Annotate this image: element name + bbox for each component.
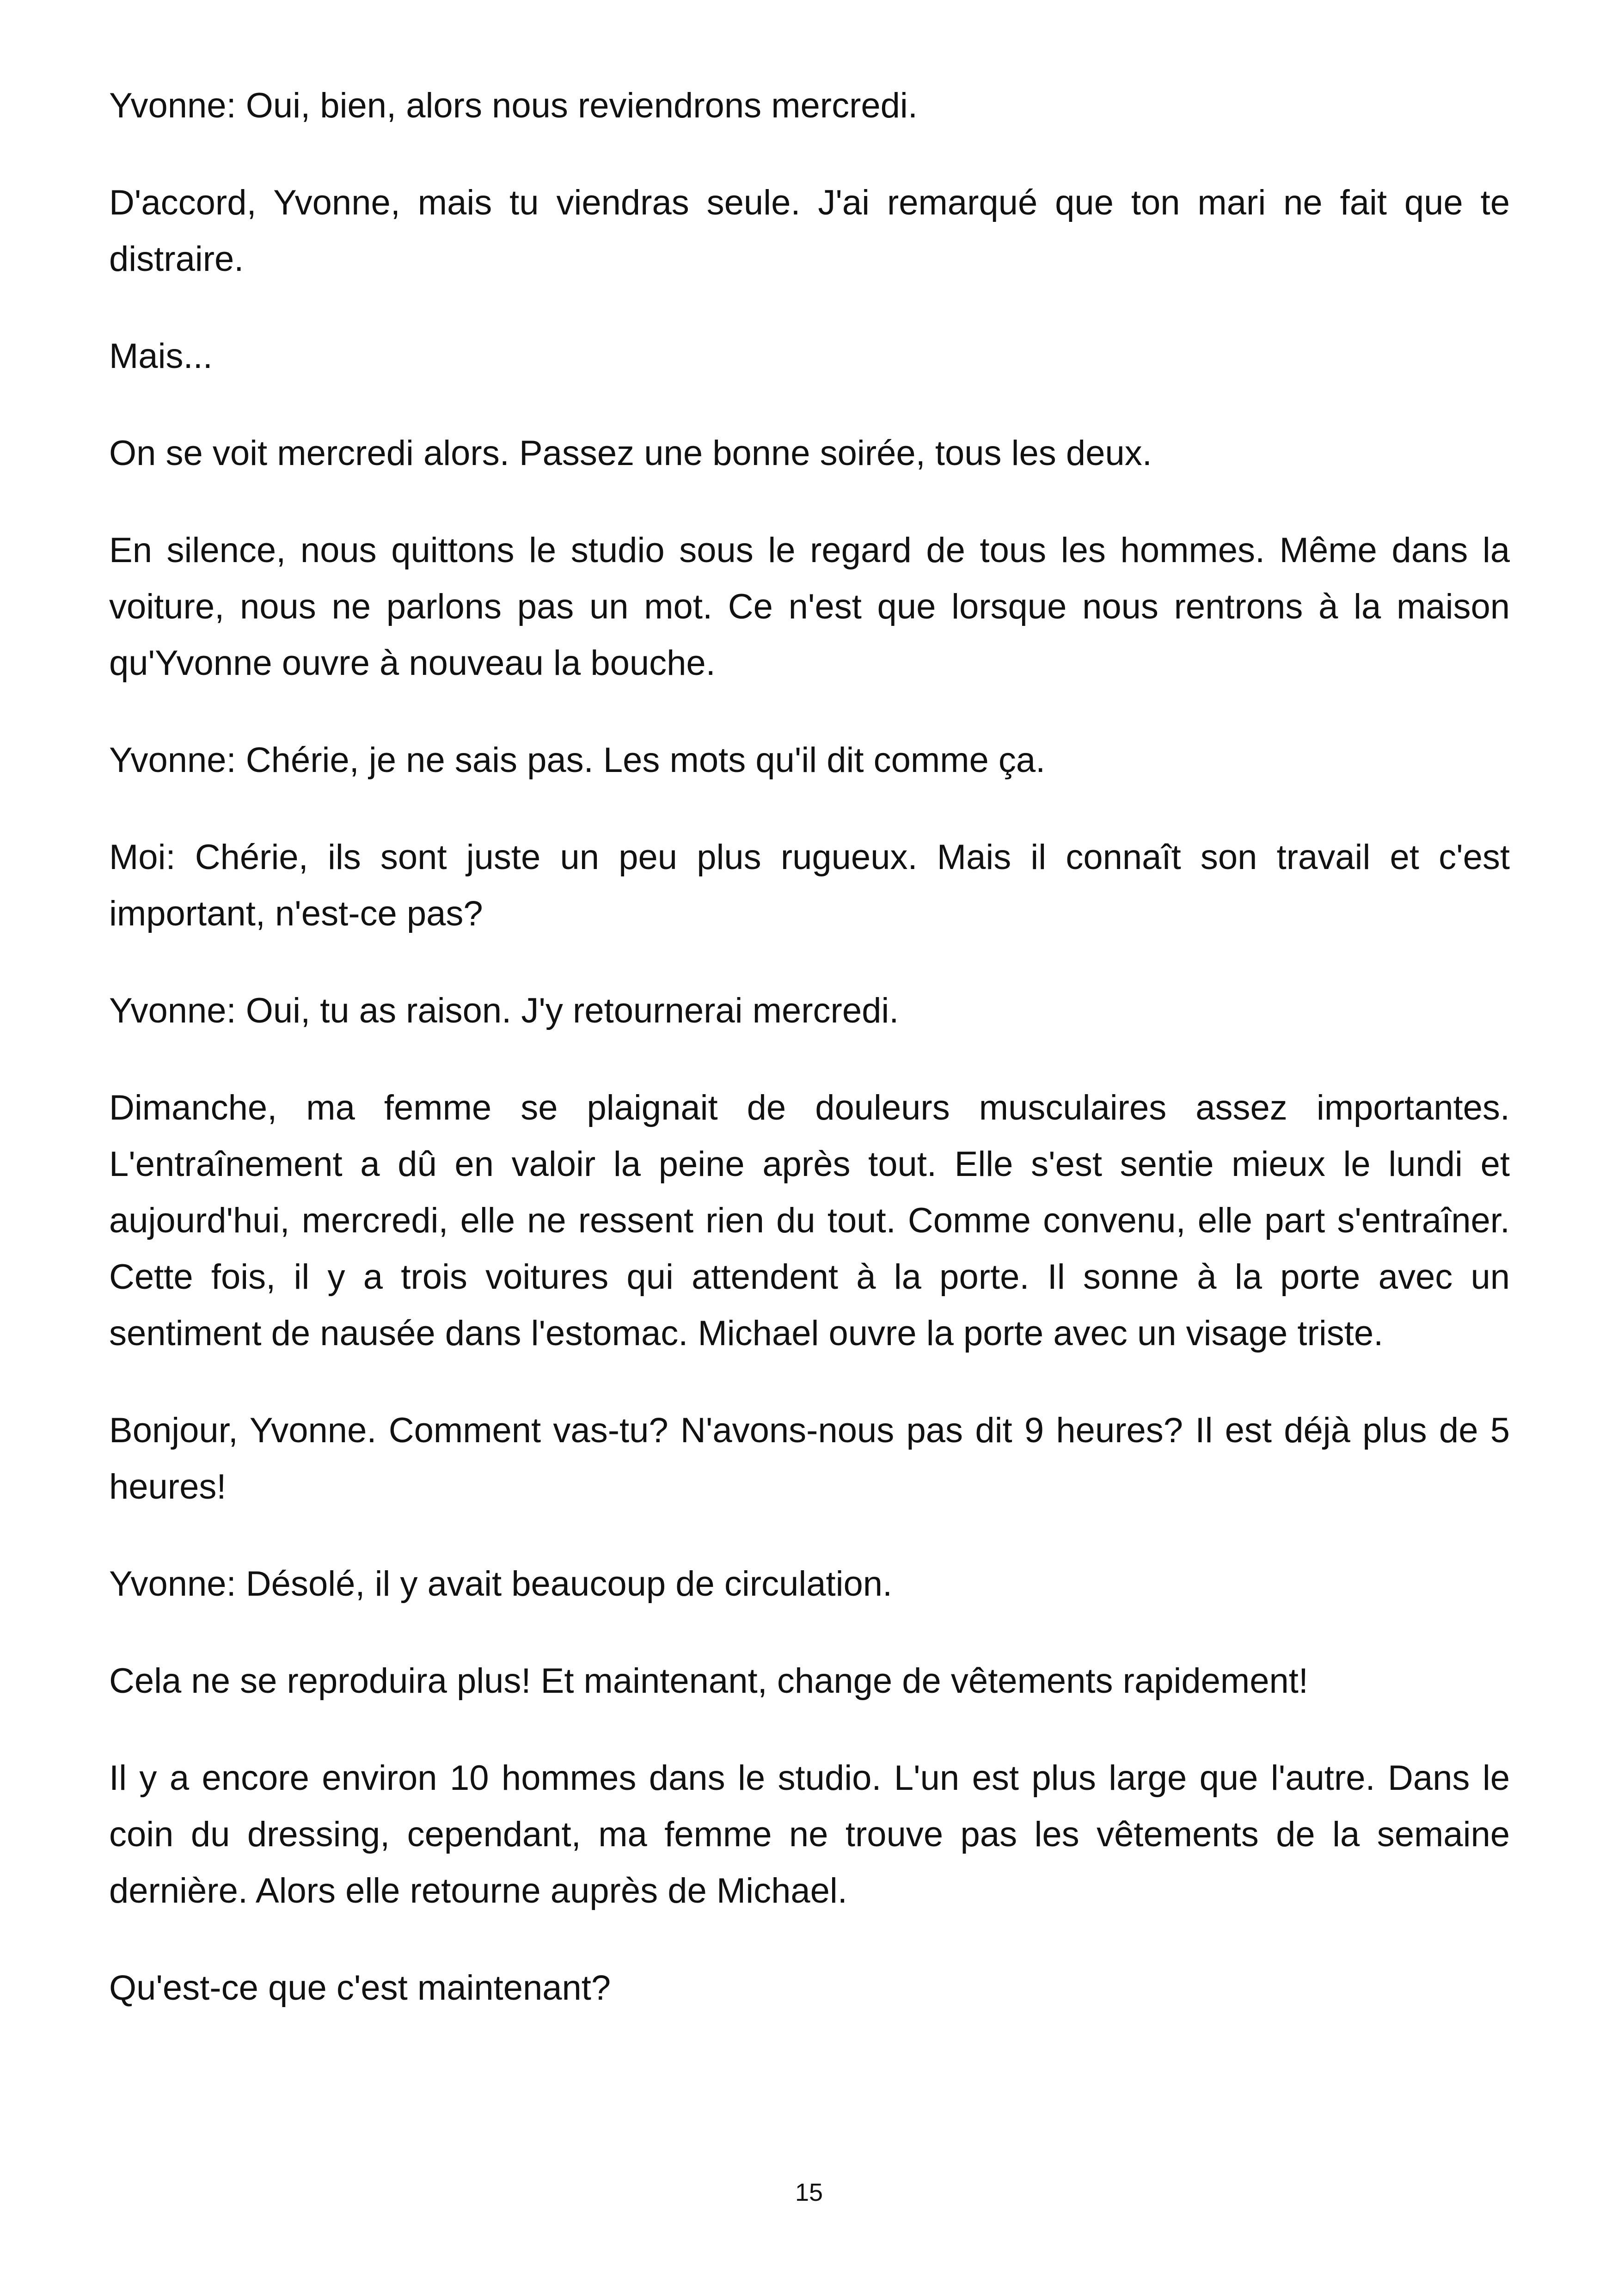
- paragraph: En silence, nous quittons le studio sous le regard de tous les hommes. Même dans la voiture, nous ne parlons pas un mot. Ce n'est que lorsque nous rentrons à la maison qu'Yvonne ouvre à nouveau la bouche.: [109, 531, 1510, 683]
- paragraph: Yvonne: Désolé, il y avait beaucoup de circulation.: [109, 1564, 893, 1604]
- paragraph: Yvonne: Oui, tu as raison. J'y retournerai mercredi.: [109, 991, 899, 1030]
- paragraph: Il y a encore environ 10 hommes dans le studio. L'un est plus large que l'autre. Dans le coin du dressing, cependant, ma femme ne trouve pas les vêtements de la semaine dernière. Alors elle retourne auprès de Michael.: [109, 1758, 1510, 1910]
- paragraph: Qu'est-ce que c'est maintenant?: [109, 1968, 611, 2008]
- paragraph: D'accord, Yvonne, mais tu viendras seule. J'ai remarqué que ton mari ne fait que te distraire.: [109, 183, 1510, 279]
- paragraph: Mais...: [109, 337, 213, 376]
- paragraph: Cela ne se reproduira plus! Et maintenant, change de vêtements rapidement!: [109, 1661, 1308, 1701]
- paragraph: Dimanche, ma femme se plaignait de douleurs musculaires assez importantes. L'entraînement a dû en valoir la peine après tout. Elle s'est sentie mieux le lundi et aujourd'hui, mercredi, elle ne ressent rien du tout. Comme convenu, elle part s'entraîner. Cette fois, il y a trois voitures qui attendent à la porte. Il sonne à la porte avec un sentiment de nausée dans l'estomac. Michael ouvre la porte avec un visage triste.: [109, 1088, 1510, 1353]
- paragraph: Bonjour, Yvonne. Comment vas-tu? N'avons-nous pas dit 9 heures? Il est déjà plus de 5 heures!: [109, 1411, 1510, 1506]
- paragraph: Yvonne: Chérie, je ne sais pas. Les mots qu'il dit comme ça.: [109, 741, 1046, 780]
- paragraph: Moi: Chérie, ils sont juste un peu plus rugueux. Mais il connaît son travail et c'est important, n'est-ce pas?: [109, 838, 1510, 933]
- paragraph: Yvonne: Oui, bien, alors nous reviendrons mercredi.: [109, 86, 918, 125]
- body-text: [109, 78, 1510, 2016]
- paragraph: On se voit mercredi alors. Passez une bonne soirée, tous les deux.: [109, 434, 1152, 473]
- page-number: 15: [795, 2179, 823, 2206]
